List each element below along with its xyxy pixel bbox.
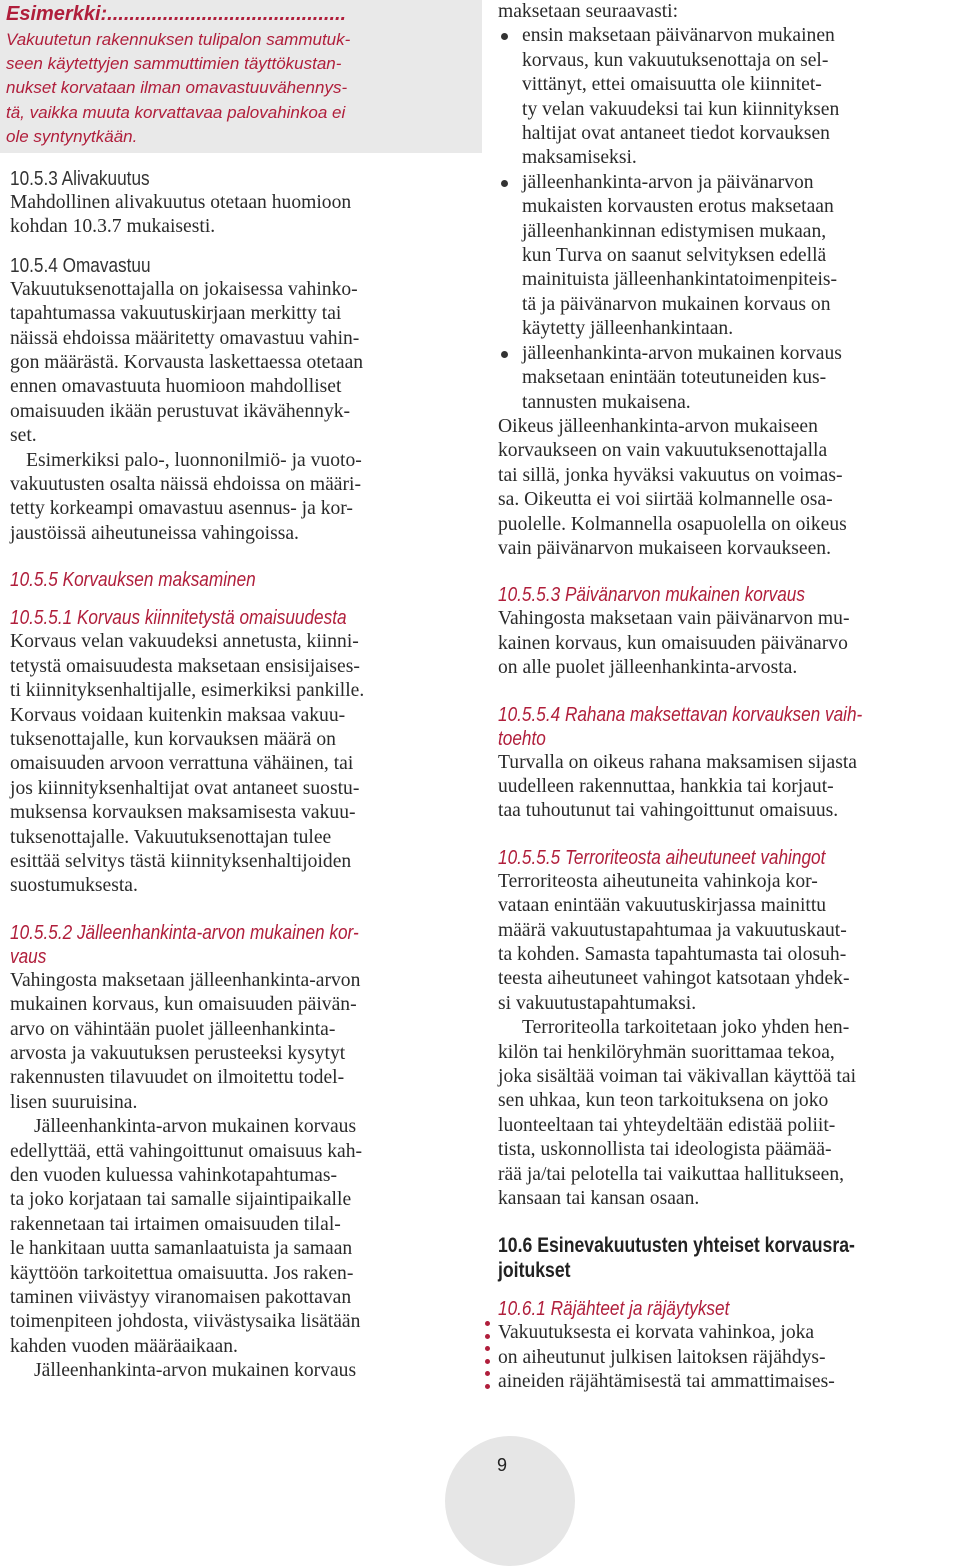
paragraph bbox=[10, 191, 472, 240]
list-item bbox=[498, 342, 960, 415]
heading-10-5-4: 10.5.4 Omavastuu bbox=[10, 254, 151, 277]
text-line: sa. Oikeutta ei voi siirtää kolmannelle osa- bbox=[498, 489, 833, 511]
text-line: lisen suuruisina. bbox=[10, 1091, 138, 1113]
text-line: set. bbox=[10, 425, 37, 447]
text-line: kilön tai henkilöryhmän suorittamaa tekoa, bbox=[498, 1041, 835, 1063]
heading-line: joitukset bbox=[498, 1259, 571, 1283]
text-line: rakennusten tilavuudet on ilmoitettu todel- bbox=[10, 1067, 345, 1089]
text-line: tista, uskonnollista tai ideologista päämää- bbox=[498, 1139, 832, 1161]
example-box bbox=[0, 0, 482, 153]
text-line: Korvaus velan vakuudeksi annetusta, kiinni- bbox=[10, 631, 359, 653]
text-line: tetty korkeampi omavastuu asennus- ja kor- bbox=[10, 498, 353, 520]
text-line: on aiheutunut julkisen laitoksen räjähdys- bbox=[498, 1346, 826, 1368]
text-line: muksensa korvauksen maksamisesta vakuu- bbox=[10, 802, 356, 824]
text-line: maksetaan enintään toteutuneiden kus- bbox=[522, 367, 827, 389]
right-column bbox=[498, 0, 960, 1395]
example-line: seen käytettyjen sammuttimien täyttökustan- bbox=[6, 54, 342, 74]
list-item bbox=[498, 171, 960, 342]
heading-10-5-5-5: 10.5.5.5 Terroriteosta aiheutuneet vahingot bbox=[498, 846, 826, 869]
text-line: Vakuutuksesta ei korvata vahinkoa, joka bbox=[498, 1322, 815, 1344]
text-line: omaisuuden arvoon verrattuna vähäinen, tai bbox=[10, 753, 354, 775]
text-line: maksetaan seuraavasti: bbox=[498, 1, 679, 22]
text-line: Esimerkiksi palo-, luonnonilmiö- ja vuoto- bbox=[26, 449, 362, 471]
paragraph bbox=[498, 870, 960, 1212]
text-line: tapahtumassa vakuutuskirjaan merkitty tai bbox=[10, 303, 342, 325]
text-line: tuksenottajalle, kun korvauksen määrä on bbox=[10, 728, 336, 750]
example-line: nukset korvataan ilman omavastuuvähennys- bbox=[6, 78, 348, 98]
text-line: tannusten mukaisena. bbox=[522, 391, 691, 413]
text-line: jos kiinnityksenhaltijat ovat antaneet suostu- bbox=[10, 777, 360, 799]
text-line: ta joko korjataan tai samalle sijaintipaikalle bbox=[10, 1189, 352, 1211]
text-line: ti kiinnityksenhaltijalle, esimerkiksi pankille. bbox=[10, 680, 365, 702]
text-line: jälleenhankinnan edistymisen mukaan, bbox=[522, 220, 827, 242]
text-line: kun Turva on saanut selvityksen edellä bbox=[522, 245, 827, 267]
text-line: joka sisältää voiman tai väkivallan käyttöä tai bbox=[498, 1066, 857, 1088]
text-line: Jälleenhankinta-arvon mukainen korvaus bbox=[34, 1116, 357, 1138]
example-text bbox=[6, 28, 476, 149]
text-line: den vuoden kuluessa vahinkotapahtumas- bbox=[10, 1165, 338, 1187]
text-line: näissä ehdoissa määritetty omavastuu vahin- bbox=[10, 327, 360, 349]
text-line: esittää selvitys tästä kiinnityksenhaltijoiden bbox=[10, 850, 352, 872]
text-line: le hankitaan uutta samanlaatuista ja samaan bbox=[10, 1238, 353, 1260]
text-line: Vakuutuksenottajalla on jokaisessa vahinko- bbox=[10, 278, 358, 300]
text-line: mukaisten korvausten erotus maksetaan bbox=[522, 196, 834, 218]
text-line: määrä vakuutustapahtumaa ja vakuutuskaut- bbox=[498, 919, 847, 941]
heading-10-5-5-2 bbox=[10, 921, 407, 969]
heading-10-6 bbox=[498, 1233, 886, 1283]
text-line: Vahingosta maksetaan vain päivänarvon mu- bbox=[498, 608, 850, 630]
text-line: jälleenhankinta-arvon ja päivänarvon bbox=[522, 171, 814, 193]
text-line: käyttöön tarkoitettua omaisuutta. Jos raken- bbox=[10, 1262, 354, 1284]
text-line: uudelleen rakennuttaa, hankkia tai korjaut- bbox=[498, 775, 834, 797]
text-line: mukainen korvaus, kun omaisuuden päivän- bbox=[10, 994, 357, 1016]
text-line: tai sillä, jonka hyväksi vakuutus on voimas- bbox=[498, 464, 843, 486]
text-line: vittänyt, ettei omaisuutta ole kiinnitet- bbox=[522, 74, 822, 96]
text-line: ty velan vakuudeksi tai kun kiinnityksen bbox=[522, 98, 840, 120]
left-column bbox=[6, 0, 472, 1384]
heading-line: vaus bbox=[10, 945, 47, 968]
paragraph bbox=[498, 0, 960, 24]
text-line: taminen viivästyy viranomaisen pakottavan bbox=[10, 1287, 352, 1309]
paragraph bbox=[10, 969, 472, 1384]
text-line: kohdan 10.3.7 mukaisesti. bbox=[10, 216, 216, 238]
text-line: Korvaus voidaan kuitenkin maksaa vakuu- bbox=[10, 704, 346, 726]
heading-10-5-5-1: 10.5.5.1 Korvaus kiinnitetystä omaisuudesta bbox=[10, 607, 347, 630]
text-line: aineiden räjähtämisestä tai ammattimaises- bbox=[498, 1371, 835, 1393]
heading-10-5-3: 10.5.3 Alivakuutus bbox=[10, 168, 150, 191]
text-line: Vahingosta maksetaan jälleenhankinta-arvon bbox=[10, 969, 361, 991]
heading-line: 10.5.5.2 Jälleenhankinta-arvon mukainen kor- bbox=[10, 921, 359, 944]
text-line: kansaan tai kansan osaan. bbox=[498, 1188, 700, 1210]
text-line: Terroriteosta aiheutuneita vahinkoja kor- bbox=[498, 870, 818, 892]
text-line: jälleenhankinta-arvon mukainen korvaus bbox=[522, 342, 842, 364]
text-line: jaustöissä aiheutuneissa vahingoissa. bbox=[10, 522, 299, 544]
heading-10-5-5-3: 10.5.5.3 Päivänarvon mukainen korvaus bbox=[498, 584, 805, 607]
text-line: suostumuksesta. bbox=[10, 875, 138, 897]
text-line: Oikeus jälleenhankinta-arvon mukaiseen bbox=[498, 415, 818, 437]
example-line: ole syntynytkään. bbox=[6, 126, 138, 146]
text-line: vataan enintään vakuutuskirjassa mainittu bbox=[498, 895, 827, 917]
text-line: gon määrästä. Korvausta laskettaessa otetaan bbox=[10, 352, 364, 374]
text-line: si vakuutustapahtumaksi. bbox=[498, 992, 697, 1014]
heading-line: 10.5.5.4 Rahana maksettavan korvauksen vaih- bbox=[498, 703, 863, 726]
text-line: ennen omavastuuta huomioon mahdolliset bbox=[10, 376, 342, 398]
page-number-badge bbox=[445, 1436, 575, 1566]
text-line: korvaus, kun vakuutuksenottaja on sel- bbox=[522, 49, 829, 71]
text-line: ta kohden. Samasta tapahtumasta tai olosuh- bbox=[498, 944, 847, 965]
text-line: arvo on vähintään puolet jälleenhankinta- bbox=[10, 1018, 336, 1040]
page-number: 9 bbox=[497, 1455, 508, 1475]
text-line: kainen korvaus, kun omaisuuden päivänarvo bbox=[498, 632, 848, 654]
paragraph bbox=[498, 607, 960, 680]
example-heading: Esimerkki:........................................... bbox=[6, 3, 347, 25]
text-line: toimenpiteen johdosta, viivästysaika lisätään bbox=[10, 1311, 361, 1333]
text-line: haltijat ovat antaneet tiedot korvauksen bbox=[522, 123, 830, 145]
example-line: tä, vaikka muuta korvattavaa palovahinkoa ei bbox=[6, 102, 346, 122]
paragraph bbox=[498, 751, 960, 824]
heading-10-5-5: 10.5.5 Korvauksen maksaminen bbox=[10, 569, 256, 592]
text-line: käytetty jälleenhankintaan. bbox=[522, 318, 734, 340]
text-line: puolelle. Kolmannella osapuolella on oikeus bbox=[498, 513, 847, 535]
paragraph bbox=[10, 278, 472, 449]
text-line: rakennetaan tai irtaimen omaisuuden tilal- bbox=[10, 1213, 341, 1235]
text-line: vakuutusten osalta näissä ehdoissa on määri- bbox=[10, 474, 361, 496]
text-line: Jälleenhankinta-arvon mukainen korvaus bbox=[34, 1360, 357, 1382]
text-line: taa tuhoutunut tai vahingoittunut omaisuus. bbox=[498, 800, 839, 822]
paragraph bbox=[10, 449, 472, 547]
example-line: Vakuutetun rakennuksen tulipalon sammutuk- bbox=[6, 30, 351, 49]
paragraph bbox=[498, 1321, 960, 1394]
text-line: ensin maksetaan päivänarvon mukainen bbox=[522, 25, 835, 47]
section-10-6-1-body bbox=[498, 1321, 960, 1394]
text-line: tä ja päivänarvon mukainen korvaus on bbox=[522, 293, 831, 315]
bullet-list bbox=[498, 24, 960, 415]
margin-dots bbox=[485, 1321, 491, 1396]
text-line: vain päivänarvon mukaiseen korvaukseen. bbox=[498, 537, 831, 559]
heading-line: toehto bbox=[498, 727, 546, 750]
text-line: teesta aiheutuneet vahingot katsotaan yhdek- bbox=[498, 968, 850, 990]
text-line: arvosta ja vakuutuksen perusteeksi kysytyt bbox=[10, 1042, 346, 1064]
heading-line: 10.6 Esinevakuutusten yhteiset korvausra- bbox=[498, 1234, 855, 1258]
paragraph bbox=[10, 630, 472, 898]
text-line: edellyttää, että vahingoittunut omaisuus kah- bbox=[10, 1140, 363, 1162]
text-line: korvaukseen on vain vakuutuksenottajalla bbox=[498, 440, 828, 462]
text-line: Turvalla on oikeus rahana maksamisen sijasta bbox=[498, 751, 857, 773]
text-line: mainituista jälleenhankintatoimenpiteis- bbox=[522, 269, 838, 291]
heading-10-6-1: 10.6.1 Räjähteet ja räjäytykset bbox=[498, 1298, 730, 1321]
text-line: luonteeltaan tai yhteydeltään edistää poliit- bbox=[498, 1114, 836, 1136]
heading-10-5-5-4 bbox=[498, 703, 895, 751]
text-line: maksamiseksi. bbox=[522, 147, 637, 169]
text-line: sen uhkaa, kun teon tarkoituksena on joko bbox=[498, 1090, 829, 1112]
paragraph bbox=[498, 415, 960, 561]
text-line: on alle puolet jälleenhankinta-arvosta. bbox=[498, 657, 798, 679]
text-line: Mahdollinen alivakuutus otetaan huomioon bbox=[10, 192, 352, 214]
text-line: kahden vuoden määräaikaan. bbox=[10, 1335, 238, 1357]
text-line: rää ja/tai pelotella tai vaikuttaa hallitukseen, bbox=[498, 1163, 845, 1185]
text-line: omaisuuden ikään perustuvat ikävähennyk- bbox=[10, 400, 351, 422]
text-line: tetystä omaisuudesta maksetaan ensisijaises- bbox=[10, 655, 360, 677]
text-line: Terroriteolla tarkoitetaan joko yhden hen- bbox=[522, 1017, 850, 1039]
text-line: tuksenottajalle. Vakuutuksenottajan tulee bbox=[10, 826, 332, 848]
list-item bbox=[498, 24, 960, 170]
